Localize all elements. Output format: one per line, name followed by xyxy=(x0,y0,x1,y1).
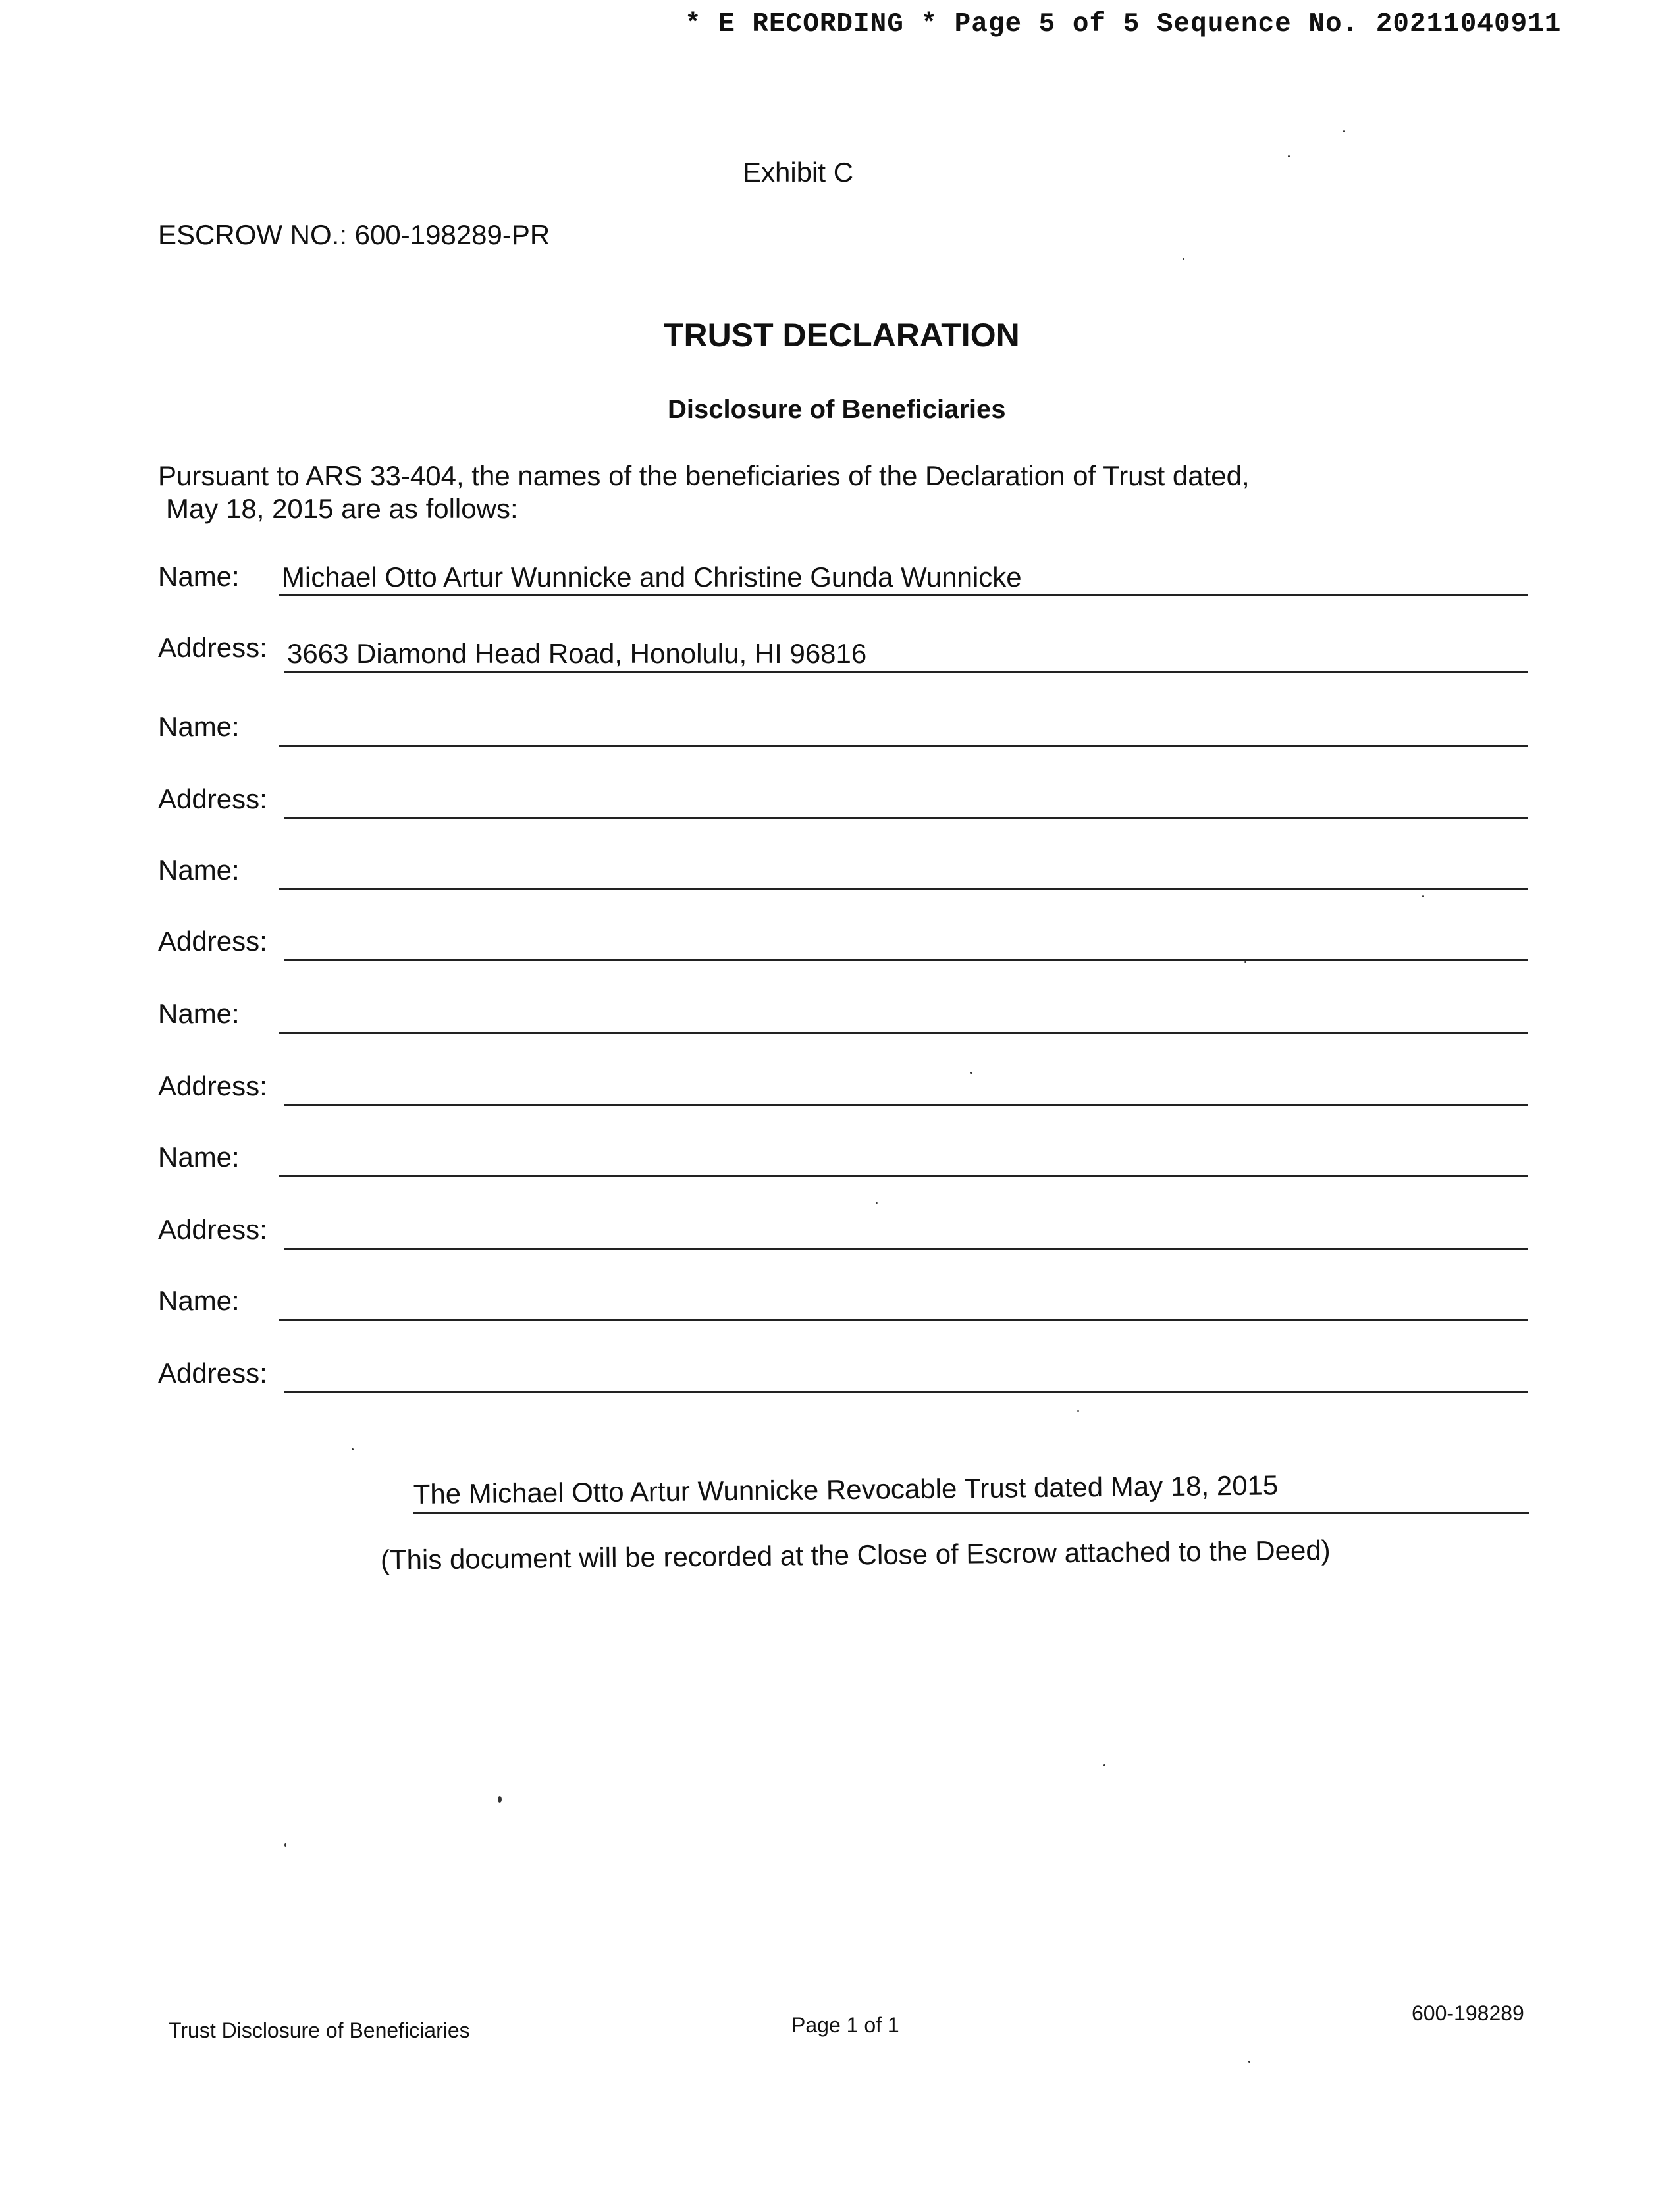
beneficiary-4-name-field xyxy=(279,997,1528,1034)
scan-speck xyxy=(970,1072,972,1074)
trust-name-field xyxy=(413,1469,1529,1514)
address-label: Address: xyxy=(158,1214,267,1245)
beneficiary-6-name-field xyxy=(279,1284,1528,1321)
scan-speck xyxy=(1422,895,1424,897)
scan-speck xyxy=(352,1448,354,1450)
beneficiary-2-address-row xyxy=(158,779,1528,819)
beneficiary-4-address-field xyxy=(284,1070,1528,1106)
document-title: TRUST DECLARATION xyxy=(664,317,1020,354)
name-label: Name: xyxy=(158,711,240,742)
beneficiary-1-address-value: 3663 Diamond Head Road, Honolulu, HI 96816 xyxy=(287,638,867,669)
recording-stamp: * E RECORDING * Page 5 of 5 Sequence No. 20211040911 xyxy=(685,9,1562,40)
beneficiary-5-address-field xyxy=(284,1213,1528,1250)
name-label: Name: xyxy=(158,1142,240,1172)
address-label: Address: xyxy=(158,783,267,814)
scan-speck xyxy=(1183,258,1184,260)
beneficiary-1-name-row xyxy=(158,557,1528,596)
beneficiary-4-name-row xyxy=(158,994,1528,1034)
address-label: Address: xyxy=(158,926,267,957)
name-label: Name: xyxy=(158,561,240,592)
pursuant-line-2: May 18, 2015 are as follows: xyxy=(166,493,518,524)
scan-speck xyxy=(1343,130,1345,132)
beneficiary-1-name-field xyxy=(279,560,1528,596)
scan-speck xyxy=(1077,1410,1079,1412)
beneficiary-3-address-field xyxy=(284,925,1528,961)
footer-file-number: 600-198289 xyxy=(1412,2001,1524,2025)
trust-name: The Michael Otto Artur Wunnicke Revocable Trust dated May 18, 2015 xyxy=(413,1469,1279,1510)
beneficiary-5-name-field xyxy=(279,1141,1528,1177)
beneficiary-1-name-value: Michael Otto Artur Wunnicke and Christine Gunda Wunnicke xyxy=(282,562,1022,592)
scan-speck xyxy=(1244,961,1246,963)
address-label: Address: xyxy=(158,632,267,663)
name-label: Name: xyxy=(158,1285,240,1316)
scan-speck xyxy=(1103,1764,1105,1766)
scan-speck xyxy=(498,1796,502,1803)
beneficiary-3-address-row xyxy=(158,922,1528,961)
name-label: Name: xyxy=(158,998,240,1029)
beneficiary-2-address-field xyxy=(284,783,1528,819)
beneficiary-2-name-row xyxy=(158,707,1528,747)
scan-speck xyxy=(1288,155,1290,157)
beneficiary-5-address-row xyxy=(158,1210,1528,1250)
beneficiary-1-address-field xyxy=(284,637,1528,673)
pursuant-line-1: Pursuant to ARS 33-404, the names of the beneficiaries of the Declaration of Trust dated, xyxy=(158,460,1250,491)
address-label: Address: xyxy=(158,1357,267,1388)
scan-speck xyxy=(284,1843,286,1847)
name-label: Name: xyxy=(158,855,240,885)
document-subtitle: Disclosure of Beneficiaries xyxy=(668,395,1006,424)
beneficiary-6-address-row xyxy=(158,1354,1528,1393)
beneficiary-6-address-field xyxy=(284,1357,1528,1393)
beneficiary-3-name-field xyxy=(279,854,1528,890)
footer-document-name: Trust Disclosure of Beneficiaries xyxy=(169,2018,470,2042)
recording-note: (This document will be recorded at the Close of Escrow attached to the Deed) xyxy=(380,1534,1331,1575)
exhibit-label: Exhibit C xyxy=(743,157,854,188)
beneficiary-4-address-row xyxy=(158,1066,1528,1106)
scan-speck xyxy=(876,1202,878,1204)
beneficiary-6-name-row xyxy=(158,1281,1528,1321)
beneficiary-3-name-row xyxy=(158,851,1528,890)
beneficiary-1-address-row xyxy=(158,633,1528,673)
beneficiary-2-name-field xyxy=(279,710,1528,747)
address-label: Address: xyxy=(158,1070,267,1101)
escrow-number: ESCROW NO.: 600-198289-PR xyxy=(158,219,550,250)
footer-page-number: Page 1 of 1 xyxy=(791,2013,899,2037)
beneficiary-5-name-row xyxy=(158,1138,1528,1177)
scan-speck xyxy=(1248,2061,1250,2063)
pursuant-statement xyxy=(158,460,1250,525)
